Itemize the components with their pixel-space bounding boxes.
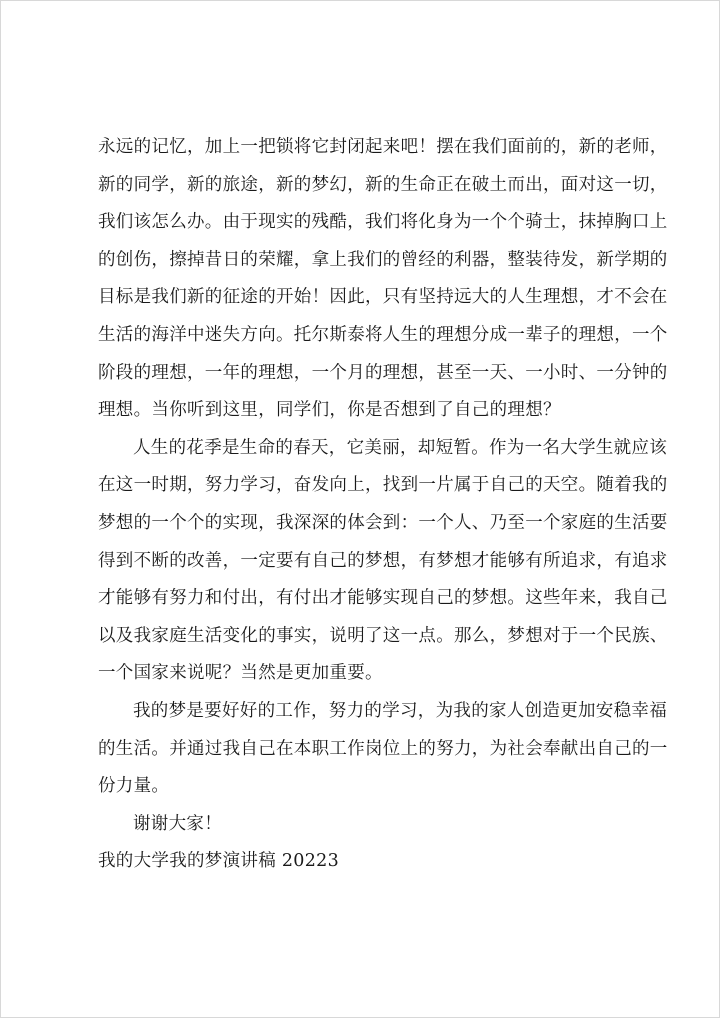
text-line: 在这一时期，努力学习，奋发向上，找到一片属于自己的天空。随着我的: [98, 475, 668, 496]
text-line: 的创伤，擦掉昔日的荣耀，拿上我们的曾经的利器，整装待发，新学期的: [98, 249, 668, 270]
next-section-title: 我的大学我的梦演讲稿 20223: [98, 851, 340, 872]
speech-text: [98, 129, 668, 881]
text-line: 份力量。: [98, 776, 170, 797]
paragraph-2: [98, 430, 668, 693]
text-line: 才能够有努力和付出，有付出才能够实现自己的梦想。这些年来，我自己: [98, 588, 668, 609]
text-line: 目标是我们新的征途的开始！因此，只有坚持远大的人生理想，才不会在: [98, 287, 668, 308]
text-line: 一个国家来说呢？当然是更加重要。: [98, 663, 383, 684]
text-line: 得到不断的改善，一定要有自己的梦想，有梦想才能够有所追求，有追求: [98, 550, 668, 571]
text-line: 人生的花季是生命的春天，它美丽，却短暂。作为一名大学生就应该: [133, 437, 667, 458]
text-line: 我们该怎么办。由于现实的残酷，我们将化身为一个个骑士，抹掉胸口上: [98, 212, 668, 233]
text-line: 永远的记忆，加上一把锁将它封闭起来吧！摆在我们面前的，新的老师，: [98, 137, 668, 157]
text-line: 理想。当你听到这里，同学们，你是否想到了自己的理想？: [98, 400, 561, 421]
text-line: 以及我家庭生活变化的事实，说明了这一点。那么，梦想对于一个民族、: [98, 625, 668, 646]
text-line: 的生活。并通过我自己在本职工作岗位上的努力，为社会奉献出自己的一: [98, 738, 668, 759]
closing-line: 谢谢大家！: [133, 813, 222, 834]
text-line: 新的同学，新的旅途，新的梦幻，新的生命正在破土而出，面对这一切，: [98, 174, 668, 195]
paragraph-1: [98, 129, 668, 430]
text-line: 生活的海洋中迷失方向。托尔斯泰将人生的理想分成一辈子的理想，一个: [98, 324, 668, 345]
text-line: 我的梦是要好好的工作，努力的学习，为我的家人创造更加安稳幸福: [133, 700, 667, 721]
text-line: 梦想的一个个的实现，我深深的体会到：一个人、乃至一个家庭的生活要: [98, 512, 668, 533]
paragraph-3: [98, 693, 668, 806]
text-line: 阶段的理想，一年的理想，一个月的理想，甚至一天、一小时、一分钟的: [98, 362, 668, 383]
